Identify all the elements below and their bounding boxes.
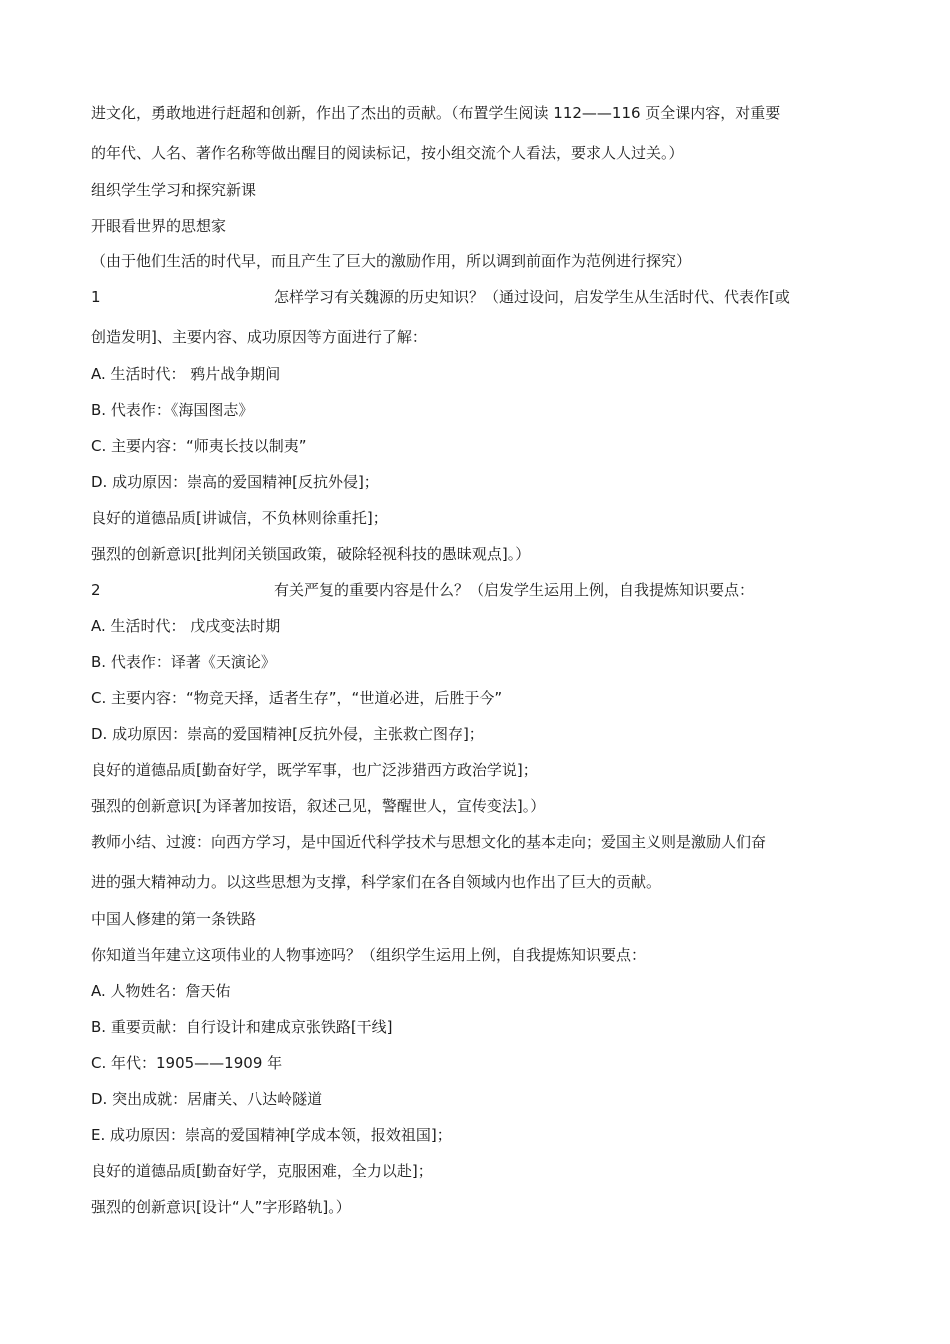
list-item: C. 年代：1905——1909 年 <box>91 1054 283 1072</box>
paragraph-line: 良好的道德品质[勤奋好学，既学军事，也广泛涉猎西方政治学说]； <box>91 761 538 779</box>
numbered-item <box>91 580 866 600</box>
item-text: 怎样学习有关魏源的历史知识？（通过设问，启发学生从生活时代、代表作[或 <box>274 288 790 306</box>
list-item: B. 代表作：译著《天演论》 <box>91 653 276 671</box>
section-heading: 中国人修建的第一条铁路 <box>91 910 257 928</box>
list-item: B. 重要贡献：自行设计和建成京张铁路[干线] <box>91 1018 393 1036</box>
item-text: 有关严复的重要内容是什么？（启发学生运用上例，自我提炼知识要点： <box>274 581 755 599</box>
list-item: A. 生活时代： 鸦片战争期间 <box>91 365 281 383</box>
section-heading: 组织学生学习和探究新课 <box>91 181 257 199</box>
paragraph-line: 进的强大精神动力。以这些思想为支撑，科学家们在各自领域内也作出了巨大的贡献。 <box>91 873 662 891</box>
paragraph-line: 创造发明]、主要内容、成功原因等方面进行了解： <box>91 328 427 346</box>
paragraph-line: 你知道当年建立这项伟业的人物事迹吗？（组织学生运用上例，自我提炼知识要点： <box>91 946 647 964</box>
paragraph-line: 强烈的创新意识[设计“人”字形路轨]。） <box>91 1198 351 1216</box>
paragraph-line: 的年代、人名、著作名称等做出醒目的阅读标记，按小组交流个人看法，要求人人过关。） <box>91 144 684 162</box>
list-item: C. 主要内容：“物竞天择，适者生存”，“世道必进，后胜于今” <box>91 689 503 707</box>
list-item: A. 生活时代： 戊戌变法时期 <box>91 617 281 635</box>
numbered-item <box>91 287 866 307</box>
list-item: D. 成功原因：崇高的爱国精神[反抗外侵]； <box>91 473 379 491</box>
paragraph-line: 强烈的创新意识[批判闭关锁国政策，破除轻视科技的愚昧观点]。） <box>91 545 531 563</box>
paragraph-line: （由于他们生活的时代早，而且产生了巨大的激励作用，所以调到前面作为范例进行探究） <box>91 252 692 270</box>
list-item: E. 成功原因：崇高的爱国精神[学成本领，报效祖国]； <box>91 1126 452 1144</box>
paragraph-line: 强烈的创新意识[为译著加按语，叙述己见，警醒世人，宣传变法]。） <box>91 797 546 815</box>
item-number: 1 <box>91 288 101 306</box>
list-item: A. 人物姓名：詹天佑 <box>91 982 231 1000</box>
paragraph-line: 进文化，勇敢地进行赶超和创新，作出了杰出的贡献。（布置学生阅读 112——116 页全课内容，对重要 <box>91 104 781 122</box>
item-number: 2 <box>91 581 101 599</box>
paragraph-line: 良好的道德品质[讲诚信，不负林则徐重托]； <box>91 509 388 527</box>
list-item: D. 突出成就：居庸关、八达岭隧道 <box>91 1090 323 1108</box>
paragraph-line: 教师小结、过渡：向西方学习，是中国近代科学技术与思想文化的基本走向；爱国主义则是激励人们奋 <box>91 833 767 851</box>
list-item: B. 代表作：《海国图志》 <box>91 401 254 419</box>
section-heading: 开眼看世界的思想家 <box>91 217 227 235</box>
list-item: C. 主要内容：“师夷长技以制夷” <box>91 437 307 455</box>
paragraph-line: 良好的道德品质[勤奋好学，克服困难，全力以赴]； <box>91 1162 433 1180</box>
list-item: D. 成功原因：崇高的爱国精神[反抗外侵，主张救亡图存]； <box>91 725 484 743</box>
